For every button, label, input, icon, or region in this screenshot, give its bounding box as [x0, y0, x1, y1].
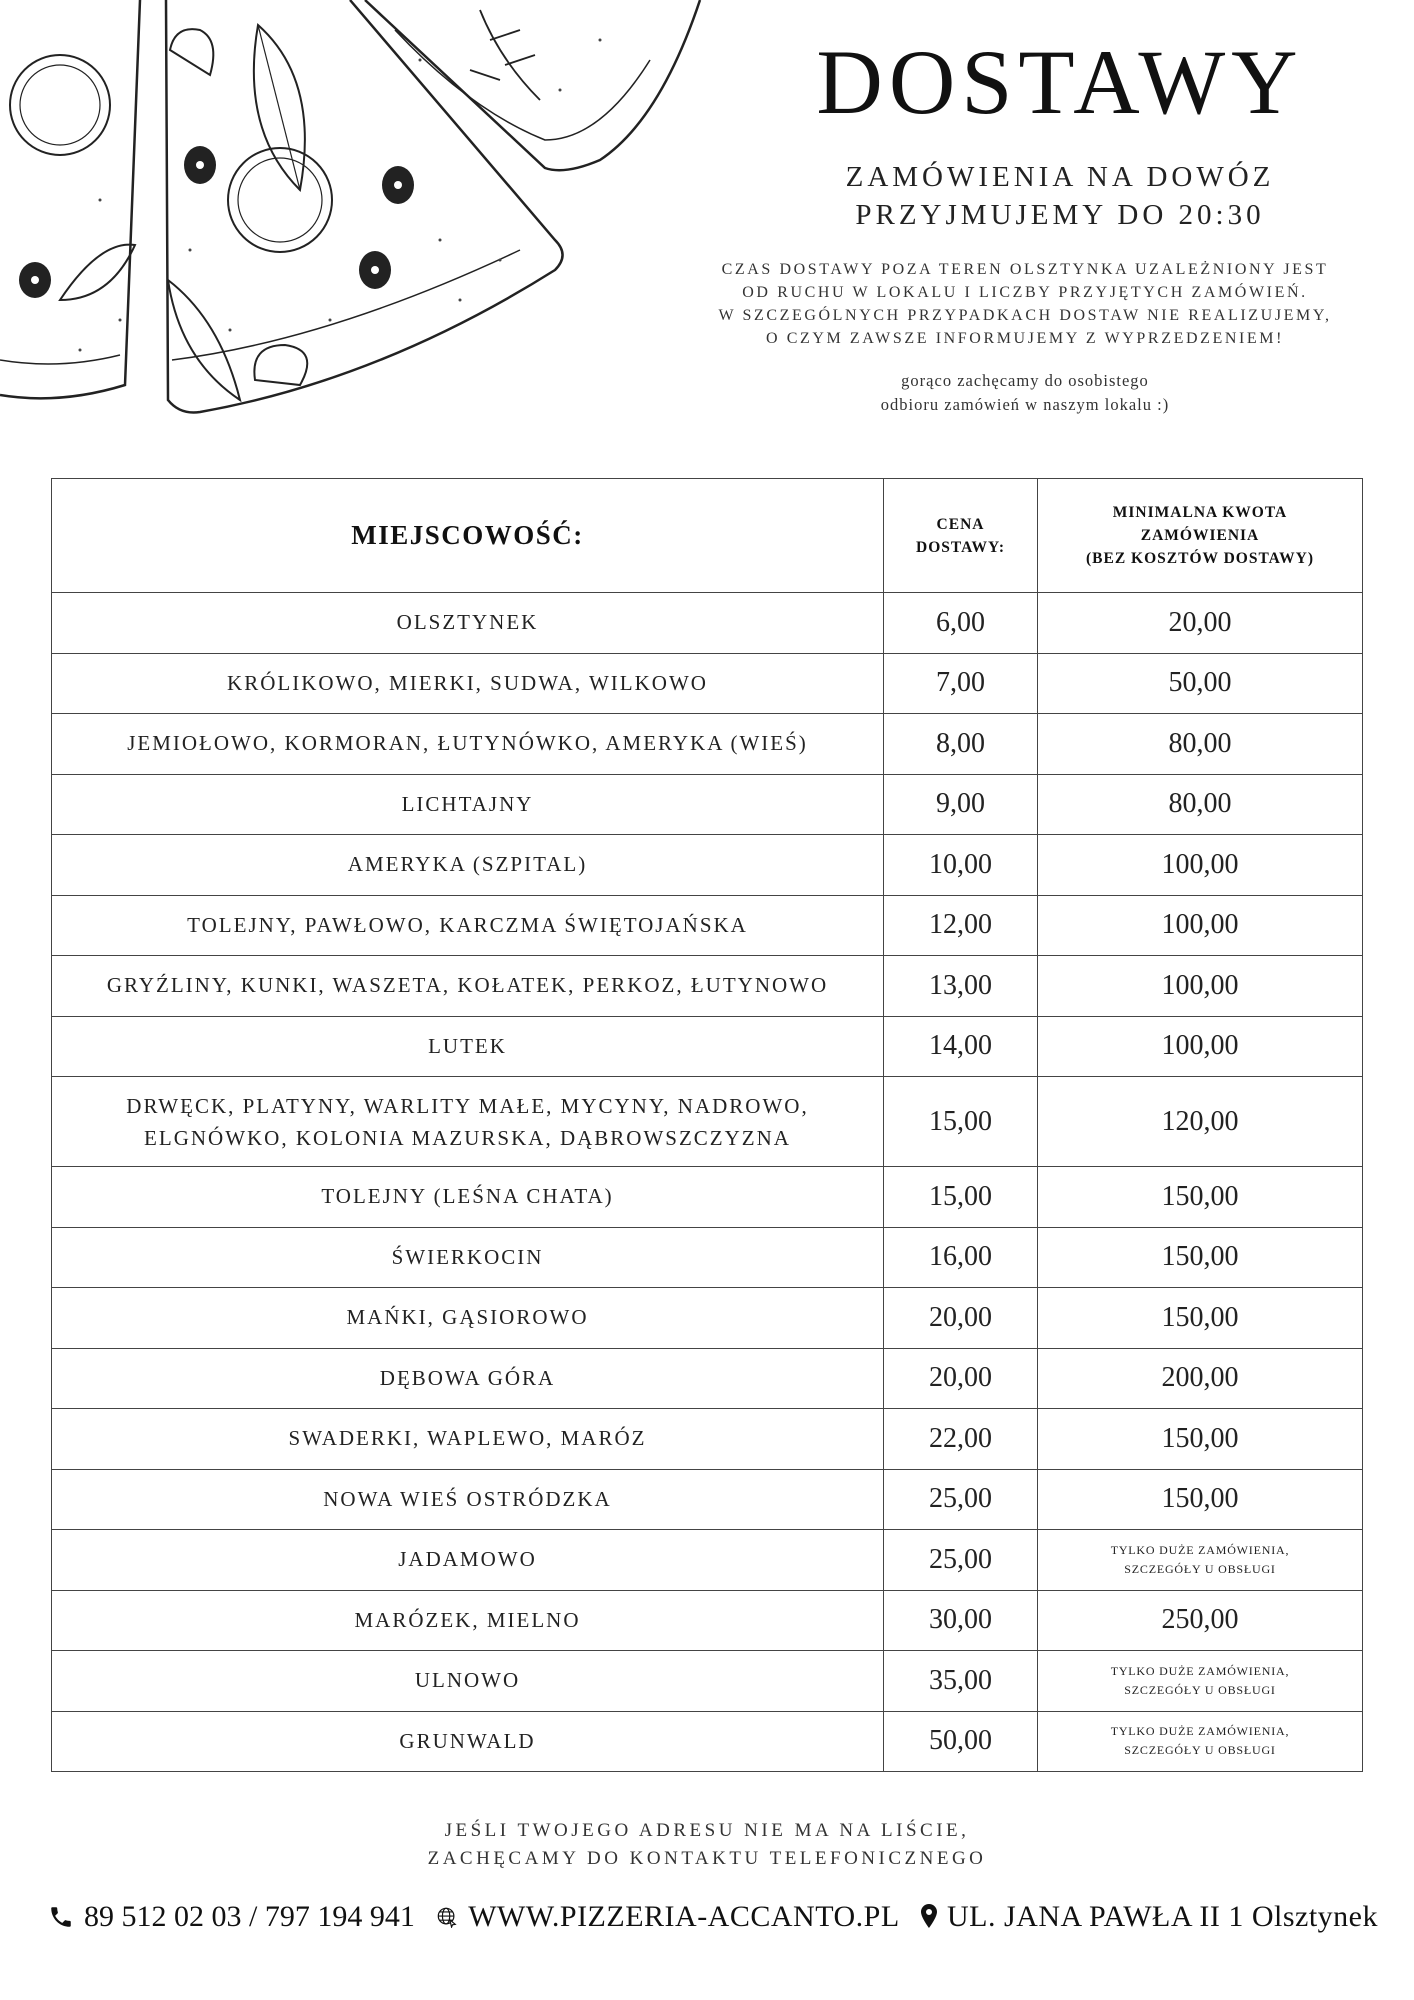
location-cell: KRÓLIKOWO, MIERKI, SUDWA, WILKOWO	[52, 654, 884, 714]
price-cell: 20,00	[884, 1288, 1038, 1348]
header-location: MIEJSCOWOŚĆ:	[52, 479, 884, 592]
price-cell: 7,00	[884, 654, 1038, 714]
table-row	[52, 1076, 1362, 1166]
price-cell: 12,00	[884, 896, 1038, 956]
subtitle-line: PRZYJMUJEMY DO 20:30	[855, 199, 1265, 231]
price-cell: 25,00	[884, 1530, 1038, 1590]
table-row	[52, 834, 1362, 895]
contact-suggestion-line: ZACHĘCAMY DO KONTAKTU TELEFONICZNEGO	[427, 1848, 987, 1869]
price-cell: 15,00	[884, 1077, 1038, 1166]
location-cell: SWADERKI, WAPLEWO, MARÓZ	[52, 1409, 884, 1469]
delivery-notice	[700, 258, 1350, 350]
notice-line: CZAS DOSTAWY POZA TEREN OLSZTYNKA UZALEŻNIONY JEST	[721, 261, 1329, 278]
minimum-cell: 50,00	[1168, 667, 1232, 699]
table-row	[52, 1287, 1362, 1348]
tomato-icon	[10, 55, 110, 155]
location-line: DRWĘCK, PLATYNY, WARLITY MAŁE, MYCYNY, NADROWO,	[126, 1093, 809, 1118]
table-row	[52, 1348, 1362, 1409]
price-cell: 20,00	[884, 1349, 1038, 1409]
price-cell: 14,00	[884, 1017, 1038, 1077]
table-row	[52, 592, 1362, 653]
location-cell: ULNOWO	[52, 1651, 884, 1711]
website-link[interactable]: WWW.PIZZERIA-ACCANTO.PL	[468, 1900, 900, 1933]
note-line: TYLKO DUŻE ZAMÓWIENIA,	[1110, 1724, 1290, 1739]
contact-suggestion	[300, 1817, 1114, 1873]
address: UL. JANA PAWŁA II 1 Olsztynek	[947, 1900, 1378, 1933]
price-cell: 30,00	[884, 1591, 1038, 1651]
encourage-line: gorąco zachęcamy do osobistego	[901, 371, 1149, 390]
price-cell: 35,00	[884, 1651, 1038, 1711]
subtitle-line: ZAMÓWIENIA NA DOWÓZ	[845, 161, 1275, 193]
pickup-encouragement	[700, 369, 1350, 417]
header-price-line: DOSTAWY:	[916, 538, 1005, 556]
location-cell: OLSZTYNEK	[52, 593, 884, 653]
minimum-cell: 150,00	[1161, 1483, 1239, 1515]
mushroom-icon	[170, 29, 213, 75]
minimum-cell: 80,00	[1168, 727, 1232, 759]
minimum-cell: 150,00	[1161, 1422, 1239, 1454]
location-cell: MAŃKI, GĄSIOROWO	[52, 1288, 884, 1348]
price-cell: 22,00	[884, 1409, 1038, 1469]
location-cell: TOLEJNY (LEŚNA CHATA)	[52, 1167, 884, 1227]
minimum-cell: 120,00	[1161, 1105, 1239, 1137]
table-row	[52, 774, 1362, 835]
location-line: ELGNÓWKO, KOLONIA MAZURSKA, DĄBROWSZCZYZNA	[144, 1125, 791, 1150]
table-row	[52, 1650, 1362, 1711]
table-row	[52, 653, 1362, 714]
minimum-cell: 80,00	[1168, 788, 1232, 820]
table-row	[52, 1166, 1362, 1227]
location-cell	[52, 1077, 884, 1166]
table-row	[52, 713, 1362, 774]
mushroom-icon	[254, 345, 307, 385]
table-row	[52, 1469, 1362, 1530]
table-header-row	[52, 479, 1362, 592]
table-row	[52, 955, 1362, 1016]
table-row	[52, 1590, 1362, 1651]
header-price-line: CENA	[936, 515, 985, 533]
phone-icon	[48, 1903, 74, 1931]
location-cell: NOWA WIEŚ OSTRÓDZKA	[52, 1470, 884, 1530]
price-cell: 25,00	[884, 1470, 1038, 1530]
price-cell: 13,00	[884, 956, 1038, 1016]
table-row	[52, 895, 1362, 956]
table-row	[52, 1711, 1362, 1772]
header-price	[884, 479, 1038, 592]
phone-link[interactable]: 89 512 02 03 / 797 194 941	[84, 1900, 415, 1933]
table-row	[52, 1227, 1362, 1288]
contact-suggestion-line: JEŚLI TWOJEGO ADRESU NIE MA NA LIŚCIE,	[444, 1820, 970, 1841]
price-cell: 10,00	[884, 835, 1038, 895]
note-line: TYLKO DUŻE ZAMÓWIENIA,	[1110, 1542, 1290, 1557]
minimum-cell: 150,00	[1161, 1241, 1239, 1273]
header-minimum-line: ZAMÓWIENIA	[1140, 527, 1260, 544]
header-minimum	[1038, 479, 1362, 592]
minimum-note-cell	[1038, 1651, 1362, 1711]
location-cell: MARÓZEK, MIELNO	[52, 1591, 884, 1651]
price-cell: 8,00	[884, 714, 1038, 774]
delivery-price-table	[51, 478, 1363, 1772]
notice-line: OD RUCHU W LOKALU I LICZBY PRZYJĘTYCH ZAMÓWIEŃ.	[742, 284, 1308, 301]
location-cell: ŚWIERKOCIN	[52, 1228, 884, 1288]
tomato-icon	[228, 148, 332, 252]
encourage-line: odbioru zamówień w naszym lokalu :)	[880, 395, 1170, 414]
minimum-cell: 100,00	[1161, 909, 1239, 941]
location-cell: GRYŹLINY, KUNKI, WASZETA, KOŁATEK, PERKOZ, ŁUTYNOWO	[52, 956, 884, 1016]
note-line: SZCZEGÓŁY U OBSŁUGI	[1124, 1682, 1276, 1697]
minimum-cell: 200,00	[1161, 1362, 1239, 1394]
header-minimum-line: (BEZ KOSZTÓW DOSTAWY)	[1085, 550, 1314, 567]
price-cell: 16,00	[884, 1228, 1038, 1288]
location-cell: DĘBOWA GÓRA	[52, 1349, 884, 1409]
location-cell: LICHTAJNY	[52, 775, 884, 835]
minimum-note-cell	[1038, 1530, 1362, 1590]
price-cell: 6,00	[884, 593, 1038, 653]
pizza-illustration	[0, 0, 720, 425]
minimum-cell: 150,00	[1161, 1301, 1239, 1333]
table-row	[52, 1529, 1362, 1590]
contact-footer	[48, 1897, 1378, 1937]
note-line: TYLKO DUŻE ZAMÓWIENIA,	[1110, 1663, 1290, 1678]
minimum-cell: 250,00	[1161, 1604, 1239, 1636]
minimum-cell: 100,00	[1161, 969, 1239, 1001]
minimum-cell: 150,00	[1161, 1180, 1239, 1212]
location-cell: JEMIOŁOWO, KORMORAN, ŁUTYNÓWKO, AMERYKA (WIEŚ)	[52, 714, 884, 774]
price-cell: 50,00	[884, 1712, 1038, 1772]
location-cell: GRUNWALD	[52, 1712, 884, 1772]
minimum-cell: 20,00	[1168, 606, 1232, 638]
minimum-cell: 100,00	[1161, 848, 1239, 880]
header-minimum-line: MINIMALNA KWOTA	[1112, 504, 1288, 521]
location-cell: TOLEJNY, PAWŁOWO, KARCZMA ŚWIĘTOJAŃSKA	[52, 896, 884, 956]
notice-line: W SZCZEGÓLNYCH PRZYPADKACH DOSTAW NIE REALIZUJEMY,	[718, 307, 1332, 324]
basil-leaf-icon	[168, 280, 240, 400]
notice-line: O CZYM ZAWSZE INFORMUJEMY Z WYPRZEDZENIEM!	[765, 330, 1285, 347]
globe-icon	[436, 1906, 458, 1928]
minimum-note-cell	[1038, 1712, 1362, 1772]
note-line: SZCZEGÓŁY U OBSŁUGI	[1124, 1743, 1276, 1758]
table-row	[52, 1016, 1362, 1077]
location-cell: JADAMOWO	[52, 1530, 884, 1590]
minimum-cell: 100,00	[1161, 1030, 1239, 1062]
location-cell: LUTEK	[52, 1017, 884, 1077]
table-row	[52, 1408, 1362, 1469]
price-cell: 15,00	[884, 1167, 1038, 1227]
price-cell: 9,00	[884, 775, 1038, 835]
note-line: SZCZEGÓŁY U OBSŁUGI	[1124, 1561, 1276, 1576]
parsley-icon	[470, 10, 540, 100]
page-title: DOSTAWY	[816, 31, 1304, 133]
basil-leaf-icon	[60, 245, 135, 300]
order-hours-subtitle	[740, 158, 1380, 234]
location-cell: AMERYKA (SZPITAL)	[52, 835, 884, 895]
map-pin-icon	[921, 1904, 937, 1930]
